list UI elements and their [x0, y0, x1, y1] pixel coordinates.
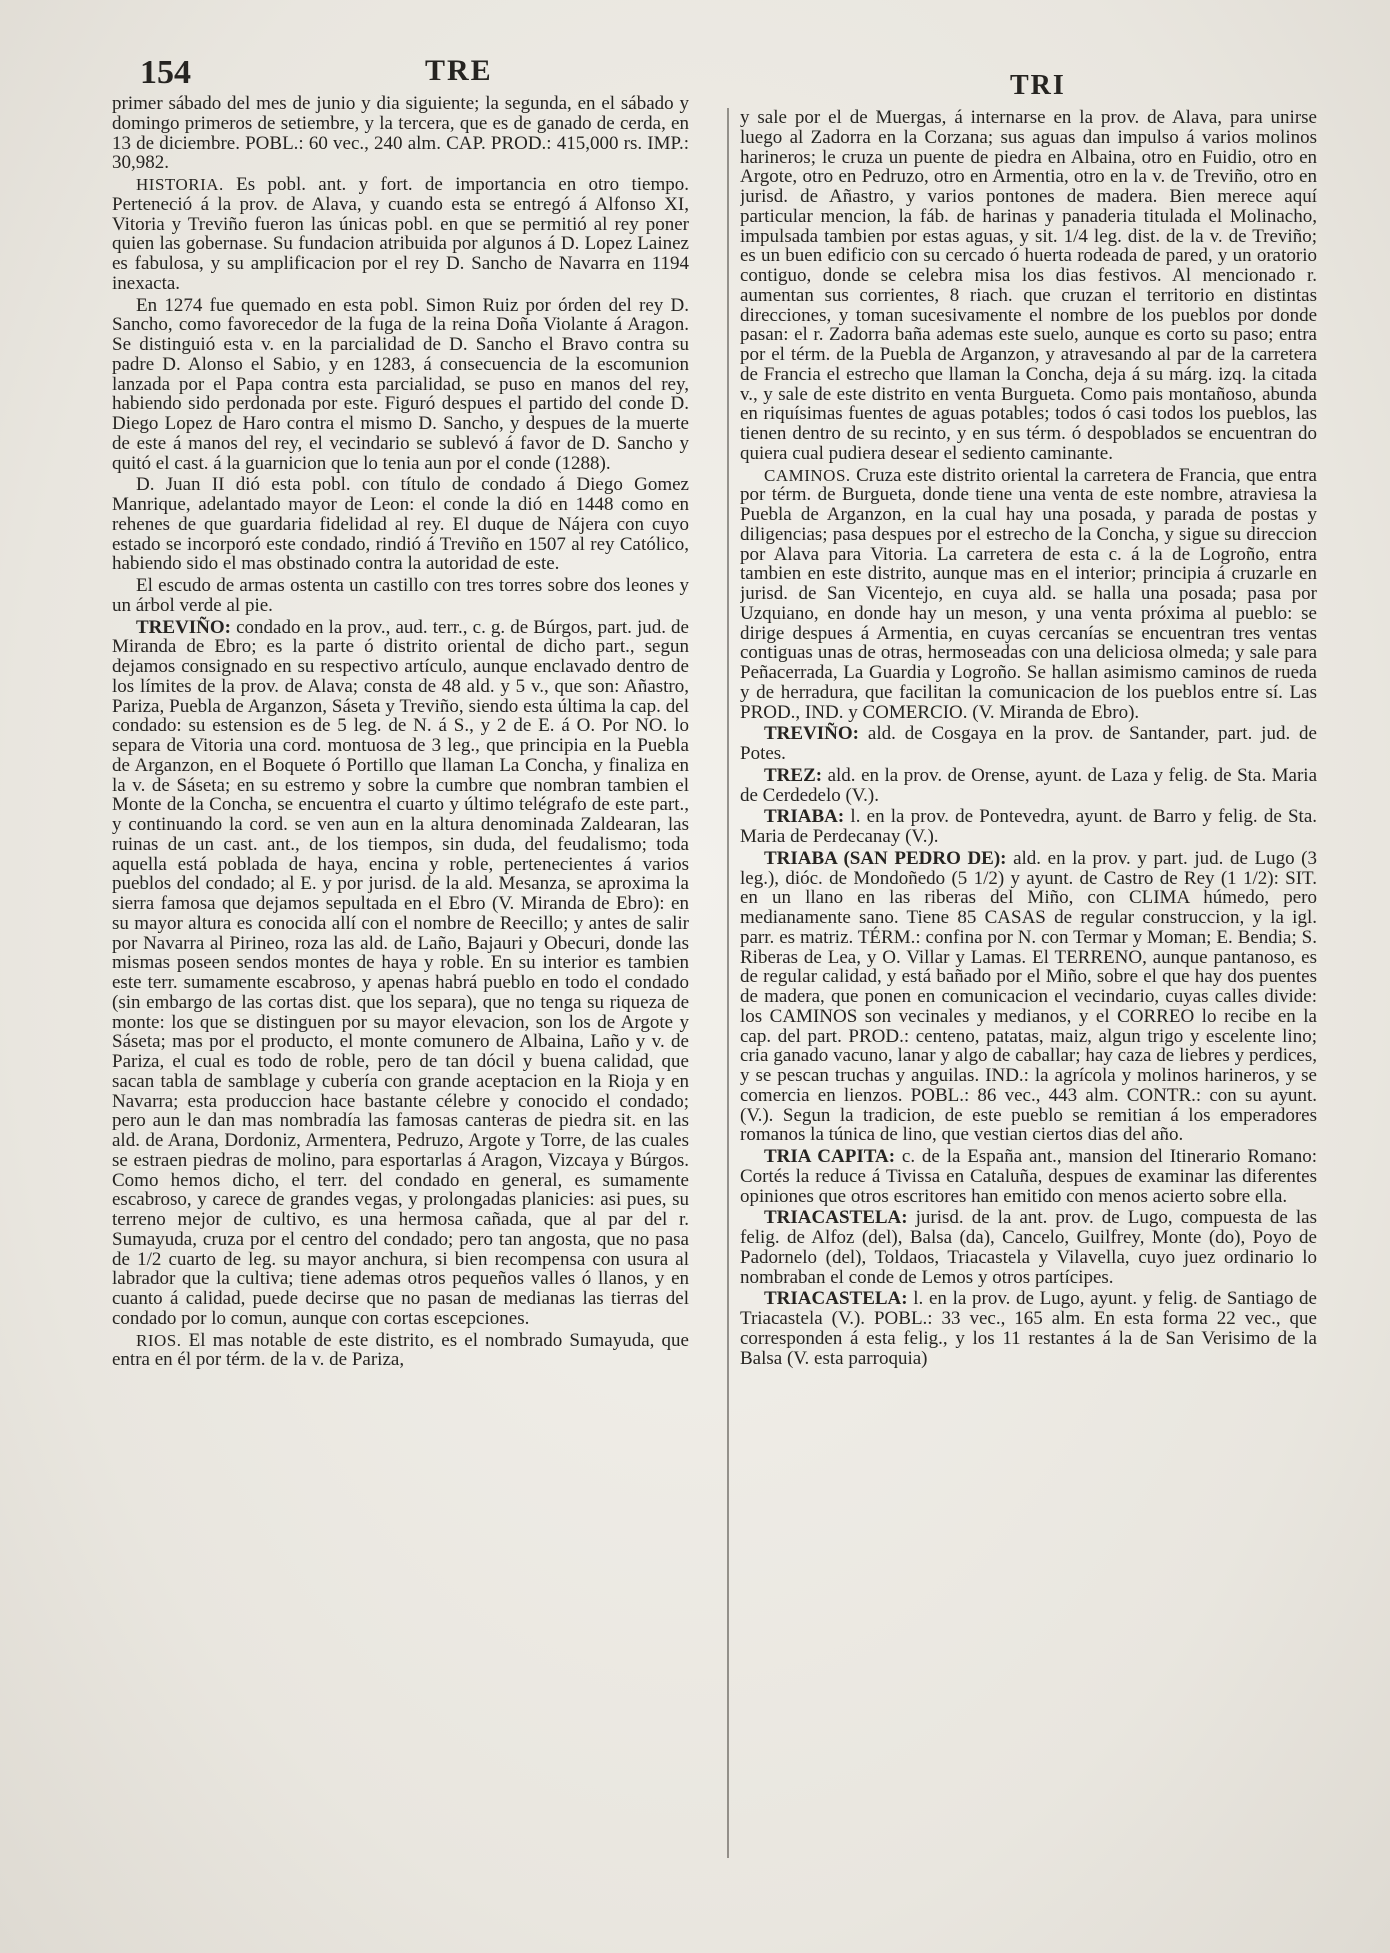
entry-triaba [740, 807, 1317, 847]
paragraph-1274: En 1274 fue quemado en esta pobl. Simon Ruiz por órden del rey D. Sancho, como favorecedor de la fuga de la reina Doña Violante á Aragon. Se distinguió esta v. en la parcialidad de D. Sancho el Bravo contra su padre D. Alonso el Sabio, y en 1283, á consecuencia de la escomunion lanzada por el Papa contra esta parcialidad, se puso en manos del rey, habiendo sido perdonada por este. Figuró despues el partido del conde D. Diego Lopez de Haro contra el mismo D. Sancho, y despues de la muerte de este á manos del rey, el vecindario se sublevó á favor de D. Sancho y quitó el cast. á la guarnicion que lo tenia aun por el conde (1288). [112, 294, 689, 474]
entry-trez [740, 766, 1317, 806]
paragraph-historia [112, 175, 689, 294]
paragraph-caminos [740, 466, 1317, 723]
entry-head-triaba-san-pedro: TRIABA (SAN PEDRO DE): [764, 847, 1007, 869]
entry-triacastela-jurisd-text: jurisd. de la ant. prov. de Lugo, compuesta de las felig. de Alfoz (del), Balsa (da), Cancelo, Guilfrey, Monte (do), Poyo de Padornelo (del), Toldaos, Triacastela y Vilavella, cuyo juez ordinario lo nombraban el conde de Lemos y otros partícipes. [740, 1207, 1317, 1288]
left-running-head: TRE [425, 54, 493, 87]
entry-tria-capita [740, 1147, 1317, 1206]
column-divider [727, 108, 729, 1858]
page-number: 154 [140, 54, 191, 91]
entry-trevino-condado-text: condado en la prov., aud. terr., c. g. de Búrgos, part. jud. de Miranda de Ebro; es la parte ó distrito oriental de dicho part., segun dejamos consignado en su respectivo artículo, aunque enclavado dentro de los límites de la prov. de Alava; consta de 48 ald. y 5 v., que son: Añastro, Pariza, Puebla de Arganzon, Sáseta y Treviño, siendo esta última la cap. del condado: su estension es de 5 leg. de N. á S., y 2 de E. á O. Por NO. lo separa de Vitoria una cord. montuosa de 3 leg., que principia en la Puebla de Arganzon, en el Boquete ó Portillo que llaman La Concha, y finaliza en la v. de Sáseta; en su estremo y sobre la cumbre que nombran tambien el Monte de la Concha, se encuentra el cuarto y último telégrafo de este part., y continuando la cord. se ven aun en la altura denominada Zaldearan, las ruinas de un cast. ant., de los tiempos, sin duda, del feudalismo; toda aquella está poblada de haya, encina y roble, pertenecientes á varios pueblos del condado; al E. y por jurisd. de la ald. Mesanza, se aproxima la sierra famosa que dejamos sepultada en el Ebro (V. Miranda de Ebro): en su mayor altura es conocida allí con el nombre de Reecillo; y antes de salir por Navarra al Pirineo, roza las ald. de Laño, Bajauri y Obecuri, donde las mismas poseen sendos montes de haya y roble. En su interior es tambien este terr. sumamente escabroso, y apenas habrá pueblo en todo el condado (sin embargo de las cortas dist. que los separa), que no tenga su riqueza de monte: los que se distinguen por su mayor elevacion, son los de Argote y Sáseta; mas por el producto, el monte comunero de Albaina, Laño y v. de Pariza, el cual es todo de roble, pero de tan dócil y buena calidad, que sacan tabla de samblage y cubería con grande aceptacion en la Rioja y en Navarra; esta produccion hace bastante célebre y conocido el condado; pero aun le dan mas nombradía las famosas canteras de piedra sit. en las ald. de Arana, Dordoniz, Armentera, Pedruzo, Argote y Torre, de las cuales se estraen piedras de molino, para esportarlas á Aragon, Vizcaya y Búrgos. Como hemos dicho, el terr. del condado en general, es sumamente escabroso, y carece de grandes vegas, y prolongadas planicies: asi pues, su terreno mejor de cultivo, es una hermosa cañada, que al par del r. Sumayuda, cruza por el centro del condado; pero tan angosta, que no pasa de 1/2 cuarto de leg. su mayor anchura, si bien recompensa con usura al labrador que la cultiva; tiene ademas otros pequeños valles ó llanos, y en cuanto á calidad, puede decirse que no pasan de medianas las tierras del condado por lo comun, aunque con cortas escepciones. [112, 616, 689, 1329]
right-column [740, 108, 1317, 1878]
section-label-rios: RIOS. [136, 1330, 182, 1350]
paragraph-fair-dates: primer sábado del mes de junio y dia siguiente; la segunda, en el sábado y domingo primeros de setiembre, y la tercera, que es de ganado de cerda, en 13 de diciembre. POBL.: 60 vec., 240 alm. CAP. PROD.: 415,000 rs. IMP.: 30,982. [112, 94, 689, 174]
paragraph-historia-text: Es pobl. ant. y fort. de importancia en otro tiempo. Perteneció á la prov. de Alava, y cuando esta se entregó á Alfonso XI, Vitoria y Treviño fueron las únicas pobl. en que se permitió al rey poner quien las gobernase. Su fundacion atribuida por algunos á D. Lopez Lainez es fabulosa, y su amplificacion por el rey D. Sancho de Navarra en 1194 inexacta. [112, 174, 689, 294]
entry-head-triaba: TRIABA: [764, 806, 845, 828]
entry-head-trez: TREZ: [764, 764, 823, 786]
entry-head-trevino: TREVIÑO: [136, 616, 232, 638]
entry-trez-text: ald. en la prov. de Orense, ayunt. de Laza y felig. de Sta. Maria de Cerdedelo (V.). [740, 764, 1317, 806]
entry-triaba-text: l. en la prov. de Pontevedra, ayunt. de Barro y felig. de Sta. Maria de Perdecanay (V.). [740, 806, 1317, 847]
entry-head-tria-capita: TRIA CAPITA: [764, 1146, 896, 1167]
entry-head-trevino-2: TREVIÑO: [764, 723, 860, 745]
entry-triacastela-lugar [740, 1289, 1317, 1368]
entry-head-triacastela-2: TRIACASTELA: [764, 1288, 908, 1310]
paragraph-juan-ii: D. Juan II dió esta pobl. con título de condado á Diego Gomez Manrique, adelantado mayor de Leon: el conde la dió en 1448 como en rehenes de que guardaria fidelidad al rey. El duque de Nájera con cuyo estado se incorporó este condado, rindió á Treviño en 1507 al rey Católico, habiendo sido el mas obstinado contra la autoridad de este. [112, 474, 689, 575]
entry-trevino-cosgaya [740, 724, 1317, 764]
paragraph-escudo: El escudo de armas ostenta un castillo con tres torres sobre dos leones y un árbol verde al pie. [112, 575, 689, 616]
paragraph-rios [112, 1331, 689, 1371]
entry-tria-capita-text: c. de la España ant., mansion del Itinerario Romano: Cortés la reduce á Tivissa en Cataluña, despues de examinar las diferentes opiniones que otros escritores han emitido con menos acierto sobre ella. [740, 1146, 1317, 1207]
paragraph-rios-continued: y sale por el de Muergas, á internarse en la prov. de Alava, para unirse luego al Zadorra en la Corzana; sus aguas dan impulso á varios molinos harineros; le cruza un puente de piedra en Albaina, otro en Fuidio, otro en Argote, otro en Pedruzo, otro en Armentia, otro en la v. de Treviño, otro en jurisd. de Añastro, y varios pontones de madera. Bien merece aquí particular mencion, la fáb. de harinas y panaderia titulada el Molinacho, impulsada tambien por estas aguas, y sit. 1/4 leg. dist. de la v. de Treviño; es un buen edificio con su cercado ó huerta rodeada de pared, y un oratorio contiguo, donde se celebra misa los dias festivos. Al mencionado r. aumentan sus corrientes, 8 riach. que cruzan el territorio en distintas direcciones, y toman sucesivamente el nombre de los pueblos por donde pasan: el r. Zadorra baña ademas este suelo, aunque es corto su paso; entra por el térm. de la Puebla de Arganzon, y atravesando al par de la carretera de Francia el estrecho que llaman la Concha, deja á su márg. izq. la citada v., y sale de este distrito en venta Burgueta. Como pais montañoso, abunda en riquísimas fuentes de aguas potables; todos ó casi todos los pueblos, las tienen dentro de su recinto, y en sus térm. ó despoblados se encuentran do quiera cual pudiera desear el sediento caminante. [740, 108, 1317, 464]
entry-trevino-condado [112, 618, 689, 1329]
paragraph-rios-text: El mas notable de este distrito, es el nombrado Sumayuda, que entra en él por térm. de la v. de Pariza, [112, 1329, 689, 1371]
section-label-historia: HISTORIA. [136, 175, 224, 194]
running-head [140, 48, 1320, 101]
section-label-caminos: CAMINOS. [764, 465, 851, 485]
entry-triacastela-jurisd [740, 1208, 1317, 1287]
entry-head-triacastela: TRIACASTELA: [764, 1207, 908, 1229]
right-running-head: TRI [1010, 70, 1066, 101]
entry-triaba-san-pedro [740, 849, 1317, 1145]
entry-trevino-cosgaya-text: ald. de Cosgaya en la prov. de Santander, part. jud. de Potes. [740, 723, 1317, 764]
entry-triaba-san-pedro-text: ald. en la prov. y part. jud. de Lugo (3 leg.), dióc. de Mondoñedo (5 1/2) y ayunt. de Castro de Rey (1 1/2): SIT. en un llano en las riberas del Miño, con CLIMA húmedo, pero medianamente sano. Tiene 85 CASAS de regular construccion, y la igl. parr. es matriz. TÉRM.: confina por N. con Termar y Moman; E. Bendia; S. Riberas de Lea, y O. Villar y Lamas. El TERRENO, aunque pantanoso, es de regular calidad, y está bañado por el Miño, sobre el que hay dos puentes de madera, que ponen en comunicacion el vecindario, cuyas calles divide: los CAMINOS son vecinales y medianos, y el CORREO lo recibe en la cap. del part. PROD.: centeno, patatas, maiz, algun trigo y escelente lino; cria ganado vacuno, lanar y algo de caballar; hay caza de liebres y perdices, y se pescan truchas y anguilas. IND.: la agrícola y molinos harineros, y se comercia en lienzos. POBL.: 86 vec., 443 alm. CONTR.: con su ayunt. (V.). Segun la tradicion, de este pueblo se remitian á los emperadores romanos la túnica de lino, que vestian ciertos dias del año. [740, 847, 1317, 1146]
paragraph-caminos-text: Cruza este distrito oriental la carretera de Francia, que entra por térm. de Burgueta, donde tiene una venta de este nombre, atraviesa la Puebla de Arganzon, en la cual hay una posada, y parada de postas y diligencias; pasa despues por el estrecho de la Concha, y sigue su direccion por Alava para Vitoria. La carretera de esta c. á la de Logroño, entra tambien en este distrito, aunque mas en el interior; principia á cruzarle en jurisd. de San Vicentejo, en cuya ald. se halla una posada; pasa por Uzquiano, en donde hay un meson, y una venta próxima al pueblo: se dirige despues á Armentia, en cuyas cercanías se encuentran tres ventas contiguas unas de otras, hermoseadas con una deliciosa olmeda; y sale para Peñacerrada, La Guardia y Logroño. Se hallan asimismo caminos de rueda y de herradura, que facilitan la comunicacion de los pueblos entre sí. Las PROD., IND. y COMERCIO. (V. Miranda de Ebro). [740, 464, 1317, 723]
entry-triacastela-lugar-text: l. en la prov. de Lugo, ayunt. y felig. de Santiago de Triacastela (V.). POBL.: 33 vec., 165 alm. En esta forma 22 vec., que corresponden á esta felig., y los 11 restantes á la de San Verisimo de la Balsa (V. esta parroquia) [740, 1288, 1317, 1369]
left-column [112, 94, 689, 1864]
